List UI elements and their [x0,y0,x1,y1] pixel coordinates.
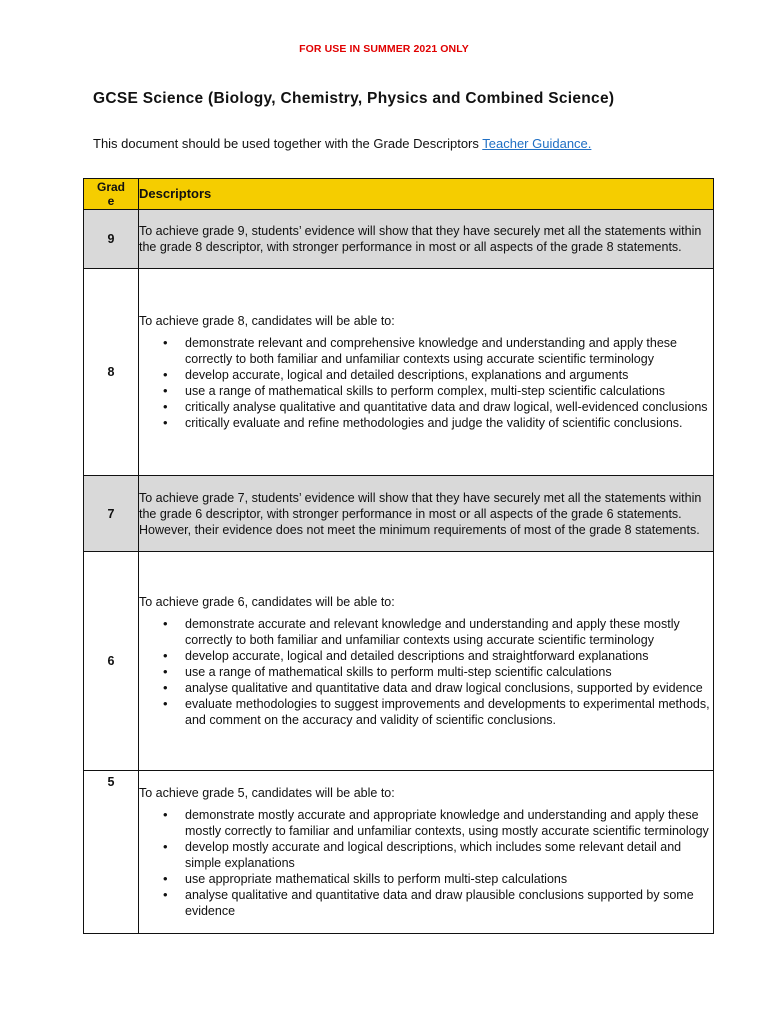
table-row-grade-6 [84,552,714,771]
descriptor-cell: To achieve grade 9, students’ evidence will show that they have securely met all the statements within the grade 8 descriptor, with stronger performance in most or all aspects of the grade 8 statements. [139,210,714,269]
intro-text: This document should be used together with the Grade Descriptors [93,136,483,151]
list-item: • evaluate methodologies to suggest improvements and developments to experimental methods, and comment on the accuracy and validity of scientific conclusions. [163,696,713,728]
intro-paragraph [93,136,591,151]
grade-column-header: Grad e [84,179,139,210]
list-item: • analyse qualitative and quantitative data and draw plausible conclusions supported by some evidence [163,887,713,919]
descriptor-cell [139,771,714,934]
list-item: • demonstrate relevant and comprehensive knowledge and understanding and apply these correctly to both familiar and unfamiliar contexts using accurate scientific terminology [163,335,713,367]
document-title: GCSE Science (Biology, Chemistry, Physics and Combined Science) [93,90,615,107]
list-item: • develop accurate, logical and detailed descriptions, explanations and arguments [163,367,713,383]
grade-cell: 8 [84,269,139,476]
list-item: • use a range of mathematical skills to perform multi-step scientific calculations [163,664,713,680]
table-row-grade-8 [84,269,714,476]
grade-cell: 6 [84,552,139,771]
descriptor-cell [139,552,714,771]
list-item: • analyse qualitative and quantitative data and draw logical conclusions, supported by evidence [163,680,713,696]
list-item: • develop mostly accurate and logical descriptions, which includes some relevant detail and simple explanations [163,839,713,871]
table-row-grade-7 [84,476,714,552]
list-item: • use a range of mathematical skills to perform complex, multi-step scientific calculations [163,383,713,399]
list-item: • demonstrate accurate and relevant knowledge and understanding and apply these mostly correctly to both familiar and unfamiliar contexts using accurate scientific terminology [163,616,713,648]
grade-descriptors-table [83,178,714,934]
bullet-list [139,807,713,919]
table-row-grade-5 [84,771,714,934]
list-item: • develop accurate, logical and detailed descriptions and straightforward explanations [163,648,713,664]
descriptor-lead: To achieve grade 6, candidates will be able to: [139,595,395,609]
bullet-list [139,335,713,431]
descriptors-column-header: Descriptors [139,179,714,210]
list-item: • use appropriate mathematical skills to perform multi-step calculations [163,871,713,887]
table-row-grade-9 [84,210,714,269]
grade-cell: 7 [84,476,139,552]
teacher-guidance-link[interactable]: Teacher Guidance. [482,136,592,151]
descriptor-cell: To achieve grade 7, students’ evidence will show that they have securely met all the statements within the grade 6 descriptor, with stronger performance in most or all aspects of the grade 6 statements. However, their evidence does not meet the minimum requirements of most of the grade 8 statements. [139,476,714,552]
list-item: • critically evaluate and refine methodologies and judge the validity of scientific conclusions. [163,415,713,431]
usage-banner: FOR USE IN SUMMER 2021 ONLY [299,43,469,55]
descriptor-lead: To achieve grade 8, candidates will be able to: [139,314,395,328]
grade-cell: 5 [84,771,139,934]
bullet-list [139,616,713,728]
grade-cell: 9 [84,210,139,269]
descriptor-cell [139,269,714,476]
list-item: • critically analyse qualitative and quantitative data and draw logical, well-evidenced conclusions [163,399,713,415]
descriptor-lead: To achieve grade 5, candidates will be able to: [139,786,395,800]
table-header-row [84,179,714,210]
list-item: • demonstrate mostly accurate and appropriate knowledge and understanding and apply these mostly correctly to familiar and unfamiliar contexts, using mostly accurate scientific terminology [163,807,713,839]
